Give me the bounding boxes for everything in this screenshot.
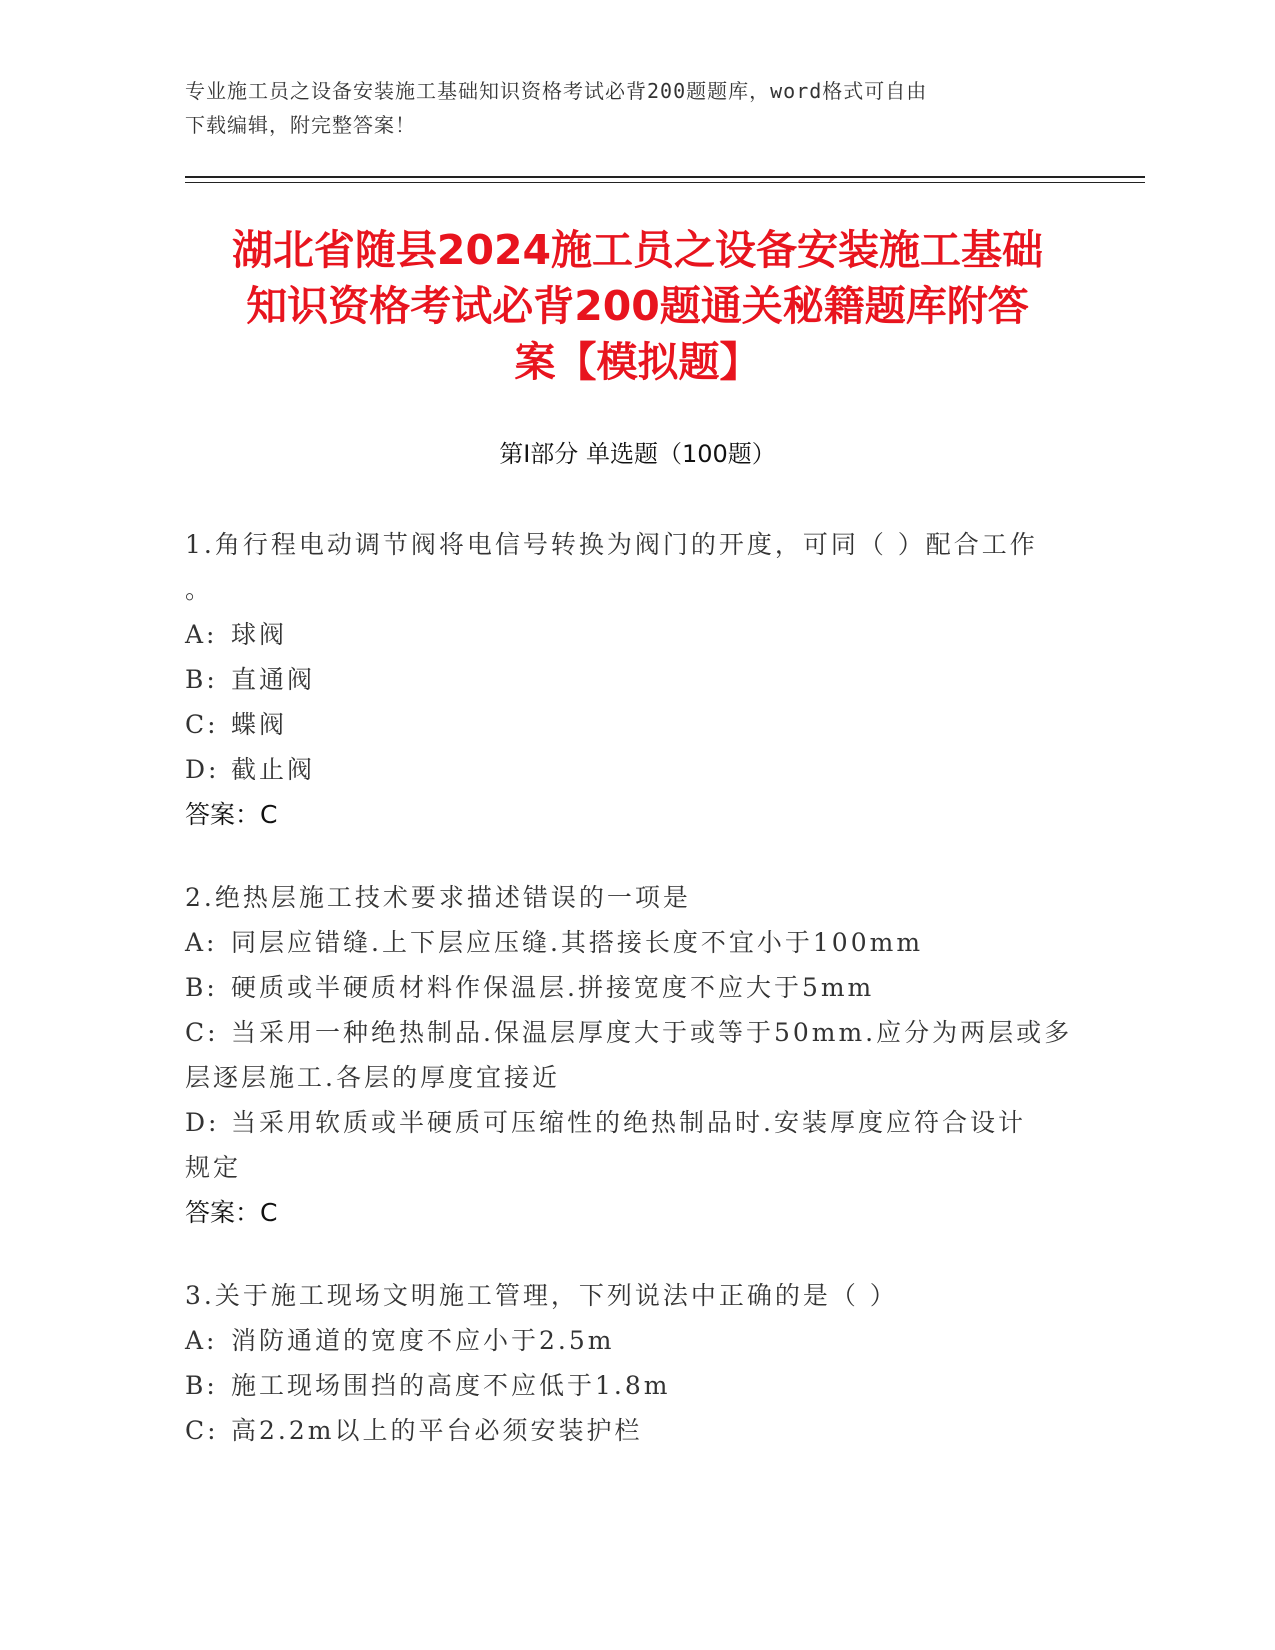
section-title: 第Ⅰ部分 单选题（100题） xyxy=(499,440,776,468)
option-text: 消防通道的宽度不应小于2.5m xyxy=(231,1326,615,1355)
option-text: 硬质或半硬质材料作保温层.拼接宽度不应大于5mm xyxy=(231,973,875,1002)
option-text: 直通阀 xyxy=(231,665,316,694)
option-d xyxy=(185,747,1085,792)
option-key: A: xyxy=(185,928,218,957)
option-a xyxy=(185,1318,1085,1363)
option-b xyxy=(185,1363,1085,1408)
title-line3: 案【模拟题】 xyxy=(514,338,761,386)
option-a xyxy=(185,612,1085,657)
option-text: 球阀 xyxy=(231,620,288,649)
answer: 答案：C xyxy=(185,800,278,829)
option-key: D: xyxy=(185,1108,220,1137)
option-text: 当采用软质或半硬质可压缩性的绝热制品时.安装厚度应符合设计 xyxy=(231,1108,1026,1137)
question-stem: 2.绝热层施工技术要求描述错误的一项是 xyxy=(185,883,691,912)
question-3 xyxy=(185,1273,1085,1453)
option-key: D: xyxy=(185,755,220,784)
option-c xyxy=(185,1408,1085,1453)
option-key: A: xyxy=(185,620,218,649)
option-text: 当采用一种绝热制品.保温层厚度大于或等于50mm.应分为两层或多 xyxy=(231,1018,1073,1047)
option-c-continuation: 层逐层施工.各层的厚度宜接近 xyxy=(185,1063,560,1092)
option-key: B: xyxy=(185,973,218,1002)
option-d xyxy=(185,1100,1085,1145)
option-key: C: xyxy=(185,1416,219,1445)
option-text: 高2.2m以上的平台必须安装护栏 xyxy=(231,1416,643,1445)
header-note-line2: 下载编辑，附完整答案！ xyxy=(185,113,416,137)
header-note xyxy=(185,74,1085,142)
option-key: C: xyxy=(185,1018,219,1047)
option-a xyxy=(185,920,1085,965)
document-title xyxy=(160,222,1115,390)
option-text: 施工现场围挡的高度不应低于1.8m xyxy=(231,1371,671,1400)
option-b xyxy=(185,657,1085,702)
option-b xyxy=(185,965,1085,1010)
question-2 xyxy=(185,875,1085,1235)
header-divider-thin xyxy=(185,182,1145,183)
option-key: B: xyxy=(185,665,218,694)
question-stem-continuation: 。 xyxy=(185,575,214,604)
option-key: A: xyxy=(185,1326,218,1355)
question-list xyxy=(185,522,1085,1491)
option-key: B: xyxy=(185,1371,218,1400)
option-text: 同层应错缝.上下层应压缝.其搭接长度不宜小于100mm xyxy=(231,928,924,957)
question-1 xyxy=(185,522,1085,837)
header-note-line1: 专业施工员之设备安装施工基础知识资格考试必背200题题库，word格式可自由 xyxy=(185,79,928,103)
title-line2: 知识资格考试必背200题通关秘籍题库附答 xyxy=(246,282,1029,330)
option-c xyxy=(185,1010,1085,1055)
option-text: 蝶阀 xyxy=(231,710,288,739)
option-c xyxy=(185,702,1085,747)
option-text: 截止阀 xyxy=(231,755,316,784)
option-key: C: xyxy=(185,710,219,739)
option-d-continuation: 规定 xyxy=(185,1153,242,1182)
question-stem: 1.角行程电动调节阀将电信号转换为阀门的开度，可同（ ）配合工作 xyxy=(185,530,1038,559)
header-divider-thick xyxy=(185,176,1145,178)
title-line1: 湖北省随县2024施工员之设备安装施工基础 xyxy=(231,226,1044,274)
question-stem: 3.关于施工现场文明施工管理，下列说法中正确的是（ ） xyxy=(185,1281,898,1310)
answer: 答案：C xyxy=(185,1198,278,1227)
